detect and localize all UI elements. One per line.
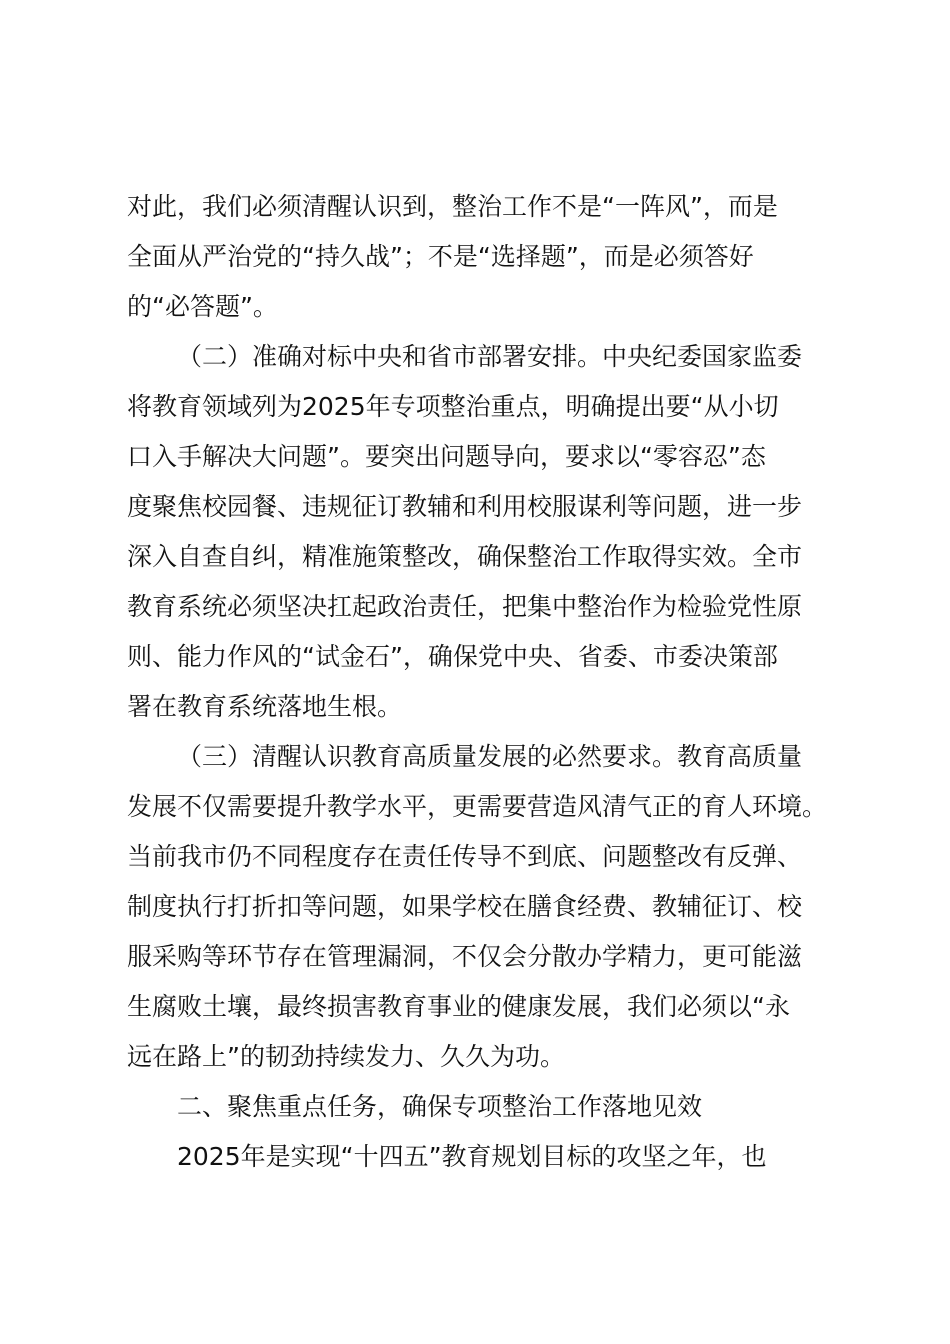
text-line: 2025年是实现“十四五”教育规划目标的攻坚之年，也 xyxy=(177,1142,767,1171)
text-line: 深入自查自纠，精准施策整改，确保整治工作取得实效。全市 xyxy=(127,542,803,571)
text-line: 生腐败土壤，最终损害教育事业的健康发展，我们必须以“永 xyxy=(127,992,790,1021)
text-line: 口入手解决大问题”。要突出问题导向，要求以“零容忍”态 xyxy=(127,442,766,471)
text-line: （三）清醒认识教育高质量发展的必然要求。教育高质量 xyxy=(177,742,803,771)
text-line: 服采购等环节存在管理漏洞，不仅会分散办学精力，更可能滋 xyxy=(127,942,803,971)
text-line: 全面从严治党的“持久战”；不是“选择题”，而是必须答好 xyxy=(127,242,754,271)
section-heading: 二、聚焦重点任务，确保专项整治工作落地见效 xyxy=(177,1092,703,1121)
text-line: 对此，我们必须清醒认识到，整治工作不是“一阵风”，而是 xyxy=(127,192,778,221)
text-line: 教育系统必须坚决扛起政治责任，把集中整治作为检验党性原 xyxy=(127,592,803,621)
text-line: 署在教育系统落地生根。 xyxy=(127,692,403,721)
text-line: 的“必答题”。 xyxy=(127,292,278,321)
text-line: 度聚焦校园餐、违规征订教辅和利用校服谋利等问题，进一步 xyxy=(127,492,803,521)
text-line: （二）准确对标中央和省市部署安排。中央纪委国家监委 xyxy=(177,342,803,371)
text-line: 发展不仅需要提升教学水平，更需要营造风清气正的育人环境。 xyxy=(127,792,828,821)
text-line: 当前我市仍不同程度存在责任传导不到底、问题整改有反弹、 xyxy=(127,842,803,871)
text-line: 将教育领域列为2025年专项整治重点，明确提出要“从小切 xyxy=(127,392,779,421)
text-line: 则、能力作风的“试金石”，确保党中央、省委、市委决策部 xyxy=(127,642,778,671)
text-line: 制度执行打折扣等问题，如果学校在膳食经费、教辅征订、校 xyxy=(127,892,803,921)
text-line: 远在路上”的韧劲持续发力、久久为功。 xyxy=(127,1042,565,1071)
